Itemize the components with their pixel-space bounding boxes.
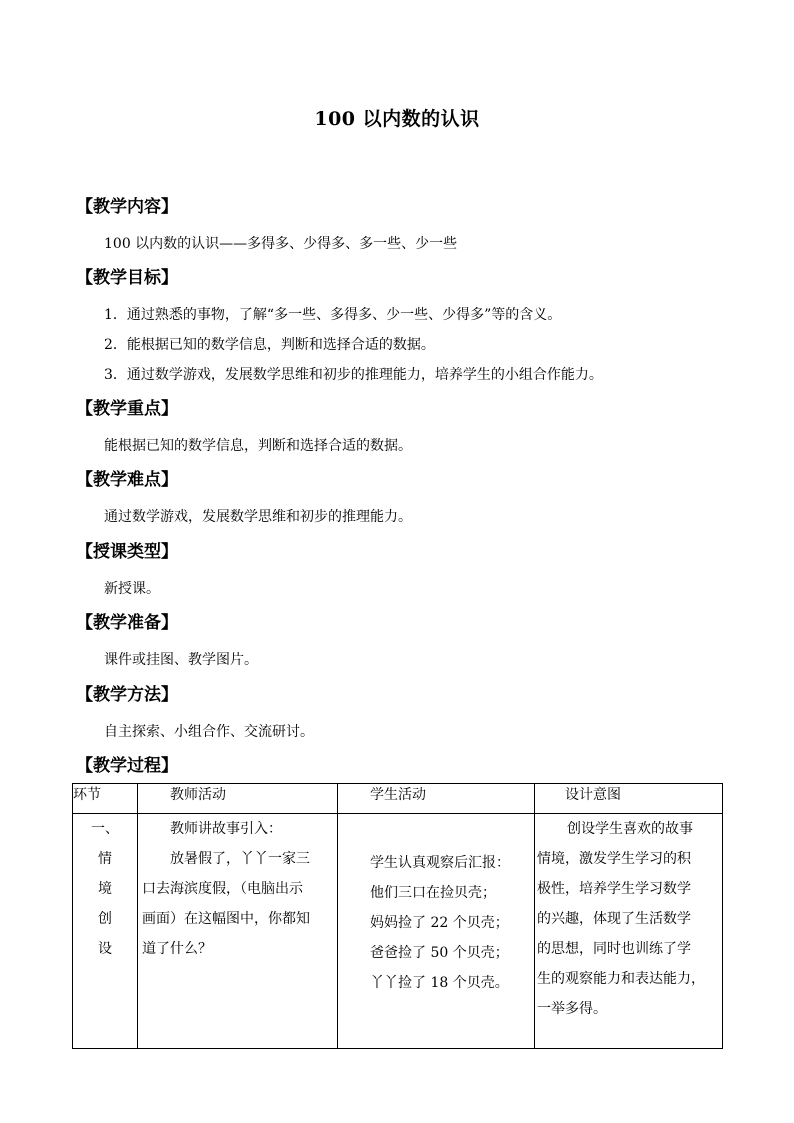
teacher-line: 口去海滨度假，（电脑出示 — [142, 881, 303, 897]
stage-char: 创 — [98, 911, 112, 927]
stage-char: 一、 — [91, 821, 119, 837]
header-stage: 环节 — [73, 784, 138, 814]
teaching-process-table — [72, 783, 723, 1049]
methods-text: 自主探索、小组合作、交流研讨。 — [104, 724, 314, 740]
lesson-type-text: 新授课。 — [104, 581, 160, 597]
design-intent-cell — [535, 814, 723, 1049]
intent-line: 的兴趣，体现了生活数学 — [537, 911, 691, 927]
student-line: 学生认真观察后汇报： — [370, 855, 510, 871]
teacher-activity-cell — [138, 814, 338, 1049]
goal-line-1: 1．通过熟悉的事物，了解“多一些、多得多、少一些、少得多”等的含义。 — [104, 307, 562, 323]
teacher-line: 画面）在这幅图中，你都知 — [142, 911, 310, 927]
header-student-activity: 学生活动 — [338, 784, 535, 814]
stage-cell — [73, 814, 138, 1049]
goal-line-2: 2．能根据已知的数学信息，判断和选择合适的数据。 — [104, 337, 435, 353]
heading-teaching-goals: 【教学目标】 — [76, 268, 178, 288]
intent-line: 一举多得。 — [537, 1001, 607, 1017]
preparation-text: 课件或挂图、教学图片。 — [104, 652, 258, 668]
student-line: 妈妈捡了 22 个贝壳； — [370, 915, 509, 931]
header-teacher-activity: 教师活动 — [138, 784, 338, 814]
heading-methods: 【教学方法】 — [76, 685, 178, 705]
teacher-line: 放暑假了，丫丫一家三 — [170, 851, 310, 867]
heading-difficulties: 【教学难点】 — [76, 470, 178, 490]
document-title: 100 以内数的认识 — [314, 108, 480, 130]
student-line: 他们三口在捡贝壳； — [370, 885, 496, 901]
key-points-text: 能根据已知的数学信息，判断和选择合适的数据。 — [104, 438, 412, 454]
difficulties-text: 通过数学游戏，发展数学思维和初步的推理能力。 — [104, 509, 412, 525]
table-header-row — [73, 784, 723, 814]
header-design-intent: 设计意图 — [535, 784, 723, 814]
heading-preparation: 【教学准备】 — [76, 613, 178, 633]
heading-lesson-type: 【授课类型】 — [76, 542, 178, 562]
heading-process: 【教学过程】 — [76, 756, 178, 776]
stage-char: 设 — [98, 941, 112, 957]
stage-char: 情 — [98, 851, 112, 867]
student-activity-cell — [338, 814, 535, 1049]
table-row — [73, 814, 723, 1049]
heading-teaching-content: 【教学内容】 — [76, 197, 178, 217]
teaching-content-text: 100 以内数的认识——多得多、少得多、多一些、少一些 — [104, 236, 458, 252]
intent-line: 的思想，同时也训练了学 — [537, 941, 691, 957]
stage-char: 境 — [98, 881, 112, 897]
teacher-line: 教师讲故事引入： — [170, 821, 282, 837]
student-line: 丫丫捡了 18 个贝壳。 — [370, 975, 509, 991]
teacher-line: 道了什么？ — [142, 941, 212, 957]
intent-line: 生的观察能力和表达能力， — [537, 971, 705, 987]
goal-line-3: 3．通过数学游戏，发展数学思维和初步的推理能力，培养学生的小组合作能力。 — [104, 367, 603, 383]
student-line: 爸爸捡了 50 个贝壳； — [370, 945, 509, 961]
heading-key-points: 【教学重点】 — [76, 399, 178, 419]
intent-line: 创设学生喜欢的故事 — [567, 821, 693, 837]
intent-line: 极性，培养学生学习数学 — [537, 881, 691, 897]
intent-line: 情境，激发学生学习的积 — [537, 851, 691, 867]
